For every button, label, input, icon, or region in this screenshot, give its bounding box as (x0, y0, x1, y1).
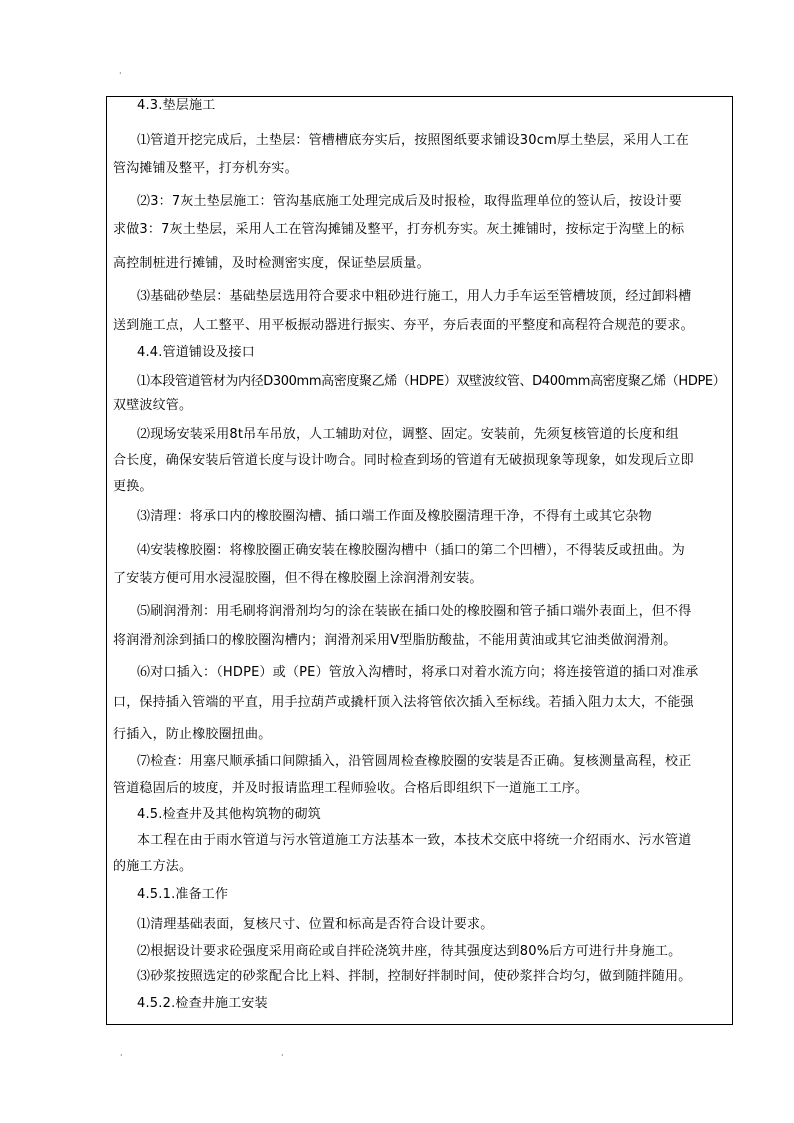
paragraph-line: 送到施工点，人工整平、用平板振动器进行振实、夯平，夯后表面的平整度和高程符合规范的要求。 (113, 318, 694, 333)
paragraph-line: ⑸刷润滑剂：用毛刷将润滑剂均匀的涂在装嵌在插口处的橡胶圈和管子插口端外表面上，但不得 (137, 604, 692, 619)
paragraph-line: 了安装方便可用水浸湿胶圈，但不得在橡胶圈上涂润滑剂安装。 (113, 571, 483, 586)
paragraph-line: ⑵3：7灰土垫层施工：管沟基底施工处理完成后及时报检，取得监理单位的签认后，按设计要 (137, 194, 682, 209)
paragraph-line: 口，保持插入管端的平直，用手拉葫芦或撬杆顶入法将管依次插入至标线。若插入阻力太大，不能强 (113, 695, 694, 710)
section-heading-4-5: 4.5.检查井及其他构筑物的砌筑 (137, 807, 322, 822)
paragraph-line: ⑶基础砂垫层：基础垫层选用符合要求中粗砂进行施工，用人力手车运至管槽坡顶，经过卸料槽 (137, 289, 692, 304)
paragraph-line: 本工程在由于雨水管道与污水管道施工方法基本一致，本技术交底中将统一介绍雨水、污水管道 (137, 833, 692, 848)
section-heading-4-5-1: 4.5.1.准备工作 (137, 887, 229, 902)
paragraph-line: 将润滑剂涂到插口的橡胶圈沟槽内；润滑剂采用V型脂肪酸盐，不能用黄油或其它油类做润滑剂。 (113, 633, 677, 648)
paragraph-line: 合长度，确保安装后管道长度与设计吻合。同时检查到场的管道有无破损现象等现象，如发现后立即 (113, 453, 694, 468)
scan-dot: · (119, 69, 122, 78)
paragraph-line: 双壁波纹管。 (113, 398, 193, 413)
paragraph-line: 管道稳固后的坡度，并及时报请监理工程师验收。合格后即组织下一道施工工序。 (113, 781, 589, 796)
paragraph-line: 的施工方法。 (113, 859, 193, 874)
paragraph-line: ⑴本段管道管材为内径D300mm高密度聚乙烯（HDPE）双壁波纹管、D400mm高密度聚乙烯（HDPE） (137, 374, 726, 389)
section-heading-4-3: 4.3.垫层施工 (137, 98, 216, 113)
paragraph-line: ⑴管道开挖完成后，土垫层：管槽槽底夯实后，按照图纸要求铺设30cm厚土垫层，采用人工在 (137, 133, 689, 148)
paragraph-line: 更换。 (113, 479, 153, 494)
paragraph-line: ⑶砂浆按照选定的砂浆配合比上料、拌制，控制好拌制时间，使砂浆拌合均匀，做到随拌随用。 (137, 969, 692, 984)
scan-dot: · (281, 1051, 284, 1060)
paragraph-line: ⑶清理：将承口内的橡胶圈沟槽、插口端工作面及橡胶圈清理干净，不得有土或其它杂物 (137, 509, 652, 524)
paragraph-line: 求做3：7灰土垫层，采用人工在管沟摊铺及整平，打夯机夯实。灰土摊铺时，按标定于沟壁上的标 (113, 222, 685, 237)
paragraph-line: ⑷安装橡胶圈：将橡胶圈正确安装在橡胶圈沟槽中（插口的第二个凹槽），不得装反或扭曲。为 (137, 543, 685, 558)
paragraph-line: ⑹对口插入：（HDPE）或（PE）管放入沟槽时，将承口对着水流方向；将连接管道的插口对准承 (137, 665, 699, 680)
paragraph-line: ⑺检查：用塞尺顺承插口间隙插入，沿管圆周检查橡胶圈的安装是否正确。复核测量高程，校正 (137, 754, 692, 769)
paragraph-line: 行插入，防止橡胶圈扭曲。 (113, 727, 272, 742)
paragraph-line: 管沟摊铺及整平，打夯机夯实。 (113, 161, 298, 176)
section-heading-4-5-2: 4.5.2.检查井施工安装 (137, 996, 268, 1011)
section-heading-4-4: 4.4.管道铺设及接口 (137, 345, 256, 360)
paragraph-line: ⑴清理基础表面，复核尺寸、位置和标高是否符合设计要求。 (137, 917, 494, 932)
paragraph-line: 高控制桩进行摊铺，及时检测密实度，保证垫层质量。 (113, 256, 430, 271)
paragraph-line: ⑵根据设计要求砼强度采用商砼或自拌砼浇筑井座，待其强度达到80%后方可进行井身施工。 (137, 944, 682, 959)
paragraph-line: ⑵现场安装采用8t吊车吊放，人工辅助对位，调整、固定。安装前，先须复核管道的长度和组 (137, 427, 679, 442)
scan-dot: · (120, 1051, 123, 1060)
